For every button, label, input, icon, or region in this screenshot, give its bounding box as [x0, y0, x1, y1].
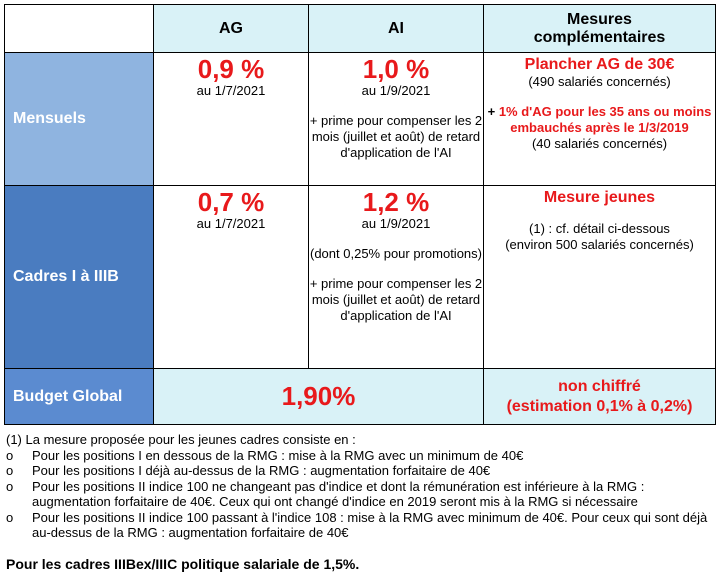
budget-mesures-cell	[484, 369, 716, 425]
bullet-marker: o	[6, 447, 14, 463]
mensuels-mes-sub2: (40 salariés concernés)	[531, 136, 668, 151]
footer-note: Pour les cadres IIIBex/IIIC politique salariale de 1,5%.	[6, 556, 360, 572]
footnote-item-text: Pour les positions I en dessous de la RMG : mise à la RMG avec un minimum de 40€	[32, 447, 524, 463]
budget-mes-line2: (estimation 0,1% à 0,2%)	[506, 397, 693, 415]
footnote-item-text: Pour les positions II indice 100 ne changeant pas d'indice et dont la rémunération est inférieure à la RMG : augmentation forfaitaire de 40€. Ceux qui ont changé d'indice en 2019 seront mis à la RMG si nécessaire	[32, 478, 645, 509]
bullet-marker: o	[6, 463, 14, 478]
mensuels-mes-sub1: (490 salariés concernés)	[528, 74, 671, 89]
bullet-marker: o	[6, 509, 14, 525]
cadres-ag-value: 0,7 %	[197, 187, 265, 217]
mensuels-ai-value: 1,0 %	[362, 54, 430, 84]
row-label-budget: Budget Global	[5, 369, 154, 425]
footnote-item-text: Pour les positions II indice 100 passant à l'indice 108 : mise à la RMG avec minimum de 40€. Pour ceux qui sont déjà au-dessus de la RMG : augmentation forfaitaire de 40€	[32, 509, 708, 540]
footnote-intro: (1) La mesure proposée pour les jeunes cadres consiste en :	[6, 432, 356, 447]
footnote-item-text: Pour les positions I déjà au-dessus de la RMG : augmentation forfaitaire de 40€	[32, 463, 491, 478]
footnotes	[6, 432, 716, 541]
mensuels-ag-value: 0,9 %	[197, 54, 265, 84]
header-mesures-line2: complémentaires	[533, 28, 666, 46]
header-ai: AI	[309, 5, 484, 53]
cadres-ai-note1: (dont 0,25% pour promotions)	[310, 246, 482, 261]
cadres-mesures-cell	[484, 186, 716, 369]
cadres-mes-sub2: (environ 500 salariés concernés)	[505, 237, 694, 252]
bullet-marker: o	[6, 478, 14, 494]
header-mesures-line1: Mesures	[567, 10, 632, 28]
cadres-ai-value: 1,2 %	[362, 187, 430, 217]
cadres-ai-date: au 1/9/2021	[361, 216, 431, 231]
footnote-item	[6, 448, 716, 464]
budget-mes-line1: non chiffré	[558, 377, 641, 395]
row-label-cadres: Cadres I à IIIB	[5, 186, 154, 369]
cadres-mes-title: Mesure jeunes	[543, 189, 656, 206]
mensuels-ai-cell	[309, 53, 484, 186]
row-label-mensuels: Mensuels	[5, 53, 154, 186]
footnote-item	[6, 510, 716, 541]
footnote-item	[6, 479, 716, 510]
mensuels-mes-red2: 1% d'AG pour les 35 ans ou moins embauchés après le 1/3/2019	[498, 104, 712, 135]
cadres-ag-date: au 1/7/2021	[196, 216, 266, 231]
mensuels-ag-cell	[154, 53, 309, 186]
footnote-item	[6, 463, 716, 479]
mensuels-mes-plus: +	[487, 104, 496, 119]
mensuels-ai-note: + prime pour compenser les 2 mois (juillet et août) de retard d'application de l'AI	[309, 113, 483, 160]
budget-value-cell	[154, 369, 484, 425]
salary-measures-table	[4, 4, 716, 425]
cadres-mes-sub1: (1) : cf. détail ci-dessous	[529, 221, 670, 236]
mensuels-mes-title: Plancher AG de 30€	[524, 56, 675, 73]
corner-cell	[5, 5, 154, 53]
cadres-ai-note2: + prime pour compenser les 2 mois (juillet et août) de retard d'application de l'AI	[309, 276, 483, 323]
cadres-ai-cell	[309, 186, 484, 369]
header-ag: AG	[154, 5, 309, 53]
budget-value: 1,90%	[281, 381, 356, 411]
mensuels-ag-date: au 1/7/2021	[196, 83, 266, 98]
cadres-ag-cell	[154, 186, 309, 369]
header-mesures	[484, 5, 716, 53]
mensuels-mesures-cell	[484, 53, 716, 186]
mensuels-ai-date: au 1/9/2021	[361, 83, 431, 98]
